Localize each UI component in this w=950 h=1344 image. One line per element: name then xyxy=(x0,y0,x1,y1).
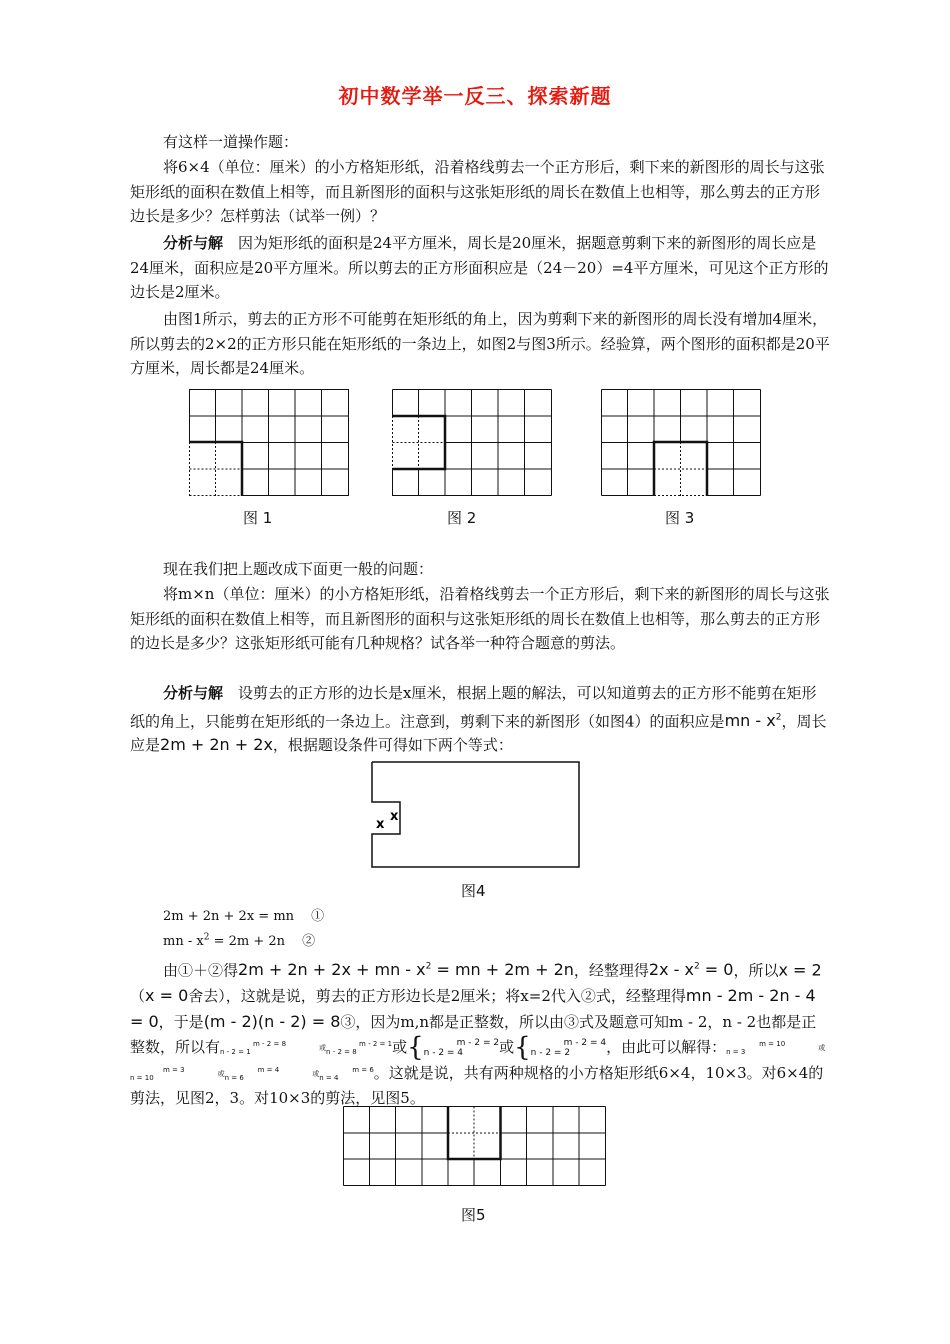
analysis-text-2b: ，周长应是 xyxy=(130,711,827,755)
problem-paragraph: 将6×4（单位：厘米）的小方格矩形纸，沿着格线剪去一个正方形后，剩下来的新图形的周长与这张矩形纸的面积在数值上相等，而且新图形的面积与这张矩形纸的周长在数值上也相等，那么剪去的正方形边长是多少？怎样剪法（试举一例）？ xyxy=(130,158,825,225)
analysis-paragraph-2 xyxy=(130,681,830,758)
solution-4: m = 6 n = 4 xyxy=(319,1065,374,1082)
perimeter-expression: 2m + 2n + 2x xyxy=(160,735,273,755)
general-problem-paragraph: 将m×n（单位：厘米）的小方格矩形纸，沿着格线剪去一个正方形后，剩下来的新图形的周长与这张矩形纸的面积在数值上相等，而且新图形的面积与这张矩形纸的周长在数值上也相等，那么剪去的正方形的边长是多少？这张矩形纸可能有几种规格？试各举一种符合题意的剪法。 xyxy=(130,585,830,652)
equation-1: 2m + 2n + 2x = mn ① xyxy=(163,909,325,924)
solution-1: m = 10 n = 3 xyxy=(726,1040,786,1057)
figure-2-grid xyxy=(392,389,554,497)
system-3: m - 2 = 2 n - 2 = 4 xyxy=(423,1038,500,1059)
figure-4-x-label-1: x xyxy=(376,817,385,832)
factored-equation: (m - 2)(n - 2) = 8 xyxy=(203,1012,341,1032)
figure-3-caption: 图 3 xyxy=(665,509,695,527)
page-title: 初中数学举一反三、探索新题 xyxy=(338,84,612,108)
figure-1-caption: 图 1 xyxy=(243,509,273,527)
simplified-expression: $2x - x^2 = 0$ xyxy=(648,960,734,980)
intro-paragraph: 有这样一道操作题： xyxy=(163,133,299,151)
figure-1-grid xyxy=(189,389,351,497)
figure-5-grid xyxy=(343,1106,609,1188)
figure-explanation-paragraph: 由图1所示，剪去的正方形不可能剪在矩形纸的角上，因为剪剩下来的新图形的周长没有增加4厘米，所以剪去的2×2的正方形只能在矩形纸的一条边上，如图2与图3所示。经验算，两个图形的面积都是20平方厘米，周长都是24厘米。 xyxy=(130,310,830,377)
system-1: m - 2 = 8 n - 2 = 1 xyxy=(220,1040,287,1057)
analysis-text: 因为矩形纸的面积是24平方厘米，周长是20厘米，据题意剪剩下来的新图形的周长应是24厘米，面积应是20平方厘米。所以剪去的正方形面积应是（24－20）=4平方厘米，可见这个正方形的边长是2厘米。 xyxy=(130,234,829,301)
analysis-label-2: 分析与解 xyxy=(163,684,224,702)
solution-3: m = 4 n = 6 xyxy=(224,1065,280,1082)
figure-4-x-label-2: x xyxy=(390,809,399,824)
analysis-text-2a: 设剪去的正方形的边长是x厘米，根据上题的解法，可以知道剪去的正方形不能剪在矩形纸的角上，只能剪在矩形纸的一条边上。注意到，剪剩下来的新图形（如图4）的面积应是 xyxy=(130,684,817,730)
analysis-text-2c: ，根据题设条件可得如下两个等式： xyxy=(272,736,513,755)
area-expression: mn - $x^2$ xyxy=(724,710,782,730)
figure-4-shape xyxy=(370,761,582,869)
analysis-paragraph-1 xyxy=(130,231,830,305)
analysis-label: 分析与解 xyxy=(163,234,224,252)
general-problem-intro: 现在我们把上题改成下面更一般的问题： xyxy=(163,560,434,578)
x-rejected: x = 0 xyxy=(145,986,189,1006)
figure-4-caption: 图4 xyxy=(461,882,486,900)
equation-2: mn - $x^2 = 2m + 2n$ ② xyxy=(163,932,316,949)
figure-3-grid xyxy=(601,389,763,497)
solution-2: m = 3 n = 10 xyxy=(130,1065,185,1082)
system-4: m - 2 = 4 n - 2 = 2 xyxy=(530,1038,607,1059)
derivation-paragraph: 由①＋②得2m + 2n + 2x + mn - $x^2$ = mn + 2m + 2n，经整理得$2x - x^2 = 0$，所以x = 2（x = 0舍去），这就是说，剪去的正方形边长是2厘米；将x=2代入②式，经整理得mn - 2m - 2n - 4 = 0，于是(m - 2)(n - 2) = 8③，因为m,n都是正整数，所以由③式及题意可知m - 2，n - 2也都是正整数，所以有 m - 2 = 8 n - 2 = 1 或 m - 2 = 1 n - 2 = 8 或{ m - 2 = 2 n - 2 = 4 或{ m - 2 = 4 n - 2 = 2 ，由此可以解得： m = 10 n = 3 或m = 3 n = 10 或 m = 4 n = 6 或 m = 6 n = 4 。这就是说，共有两种规格的小方格矩形纸6×4，10×3。对6×4的剪法，见图2，3。对10×3的剪法，见图5。 xyxy=(130,960,826,1107)
figure-2-caption: 图 2 xyxy=(447,509,477,527)
x-solution: x = 2 xyxy=(778,960,822,980)
system-2: m - 2 = 1 n - 2 = 8 xyxy=(326,1040,393,1057)
sum-expression: 2m + 2n + 2x + mn - $x^2$ = mn + 2m + 2n xyxy=(238,960,574,980)
mn-equation: mn - 2m - 2n - 4 = 0 xyxy=(130,986,816,1032)
figure-5-caption: 图5 xyxy=(461,1206,486,1224)
